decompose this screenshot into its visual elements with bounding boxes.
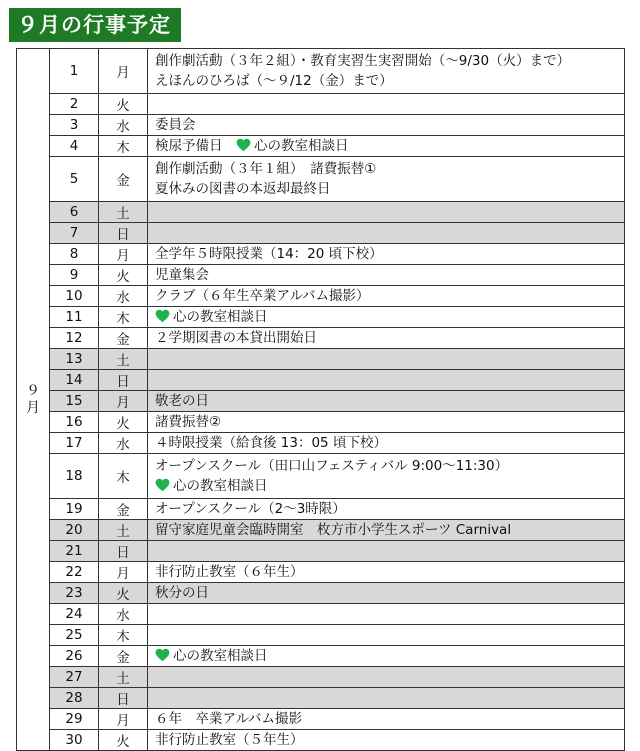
- day-cell: 7: [50, 223, 99, 244]
- heart-icon: [155, 648, 170, 662]
- event-text: ２学期図書の本貸出開始日: [155, 330, 317, 346]
- weekday-cell: 日: [99, 541, 148, 562]
- schedule-row: [17, 49, 625, 94]
- weekday-cell: 水: [99, 286, 148, 307]
- schedule-row: [17, 454, 625, 499]
- schedule-row: [17, 157, 625, 202]
- day-cell: 21: [50, 541, 99, 562]
- event-line: [155, 391, 624, 411]
- schedule-row: [17, 646, 625, 667]
- event-cell: [148, 244, 625, 265]
- event-line: [155, 159, 624, 179]
- day-cell: 15: [50, 391, 99, 412]
- event-line: [155, 646, 624, 666]
- day-cell: 20: [50, 520, 99, 541]
- schedule-row: [17, 223, 625, 244]
- event-line: [155, 583, 624, 603]
- event-line: [155, 328, 624, 348]
- weekday-cell: 火: [99, 265, 148, 286]
- weekday-cell: 木: [99, 307, 148, 328]
- event-text: 創作劇活動（３年２組）・教育実習生実習開始（～9/30（火）まで）: [155, 53, 571, 69]
- weekday-cell: 火: [99, 412, 148, 433]
- day-cell: 17: [50, 433, 99, 454]
- schedule-row: [17, 730, 625, 751]
- weekday-cell: 金: [99, 499, 148, 520]
- weekday-cell: 水: [99, 604, 148, 625]
- schedule-row: [17, 604, 625, 625]
- event-text: 創作劇活動（３年１組） 諸費振替①: [155, 161, 377, 177]
- day-cell: 14: [50, 370, 99, 391]
- event-cell: [148, 370, 625, 391]
- day-cell: 10: [50, 286, 99, 307]
- event-cell: [148, 391, 625, 412]
- event-line: [155, 179, 624, 199]
- heart-icon: [155, 309, 170, 323]
- weekday-cell: 月: [99, 562, 148, 583]
- day-cell: 3: [50, 115, 99, 136]
- day-cell: 28: [50, 688, 99, 709]
- schedule-row: [17, 688, 625, 709]
- event-cell: [148, 646, 625, 667]
- event-cell: [148, 412, 625, 433]
- event-cell: [148, 520, 625, 541]
- event-cell: [148, 265, 625, 286]
- day-cell: 9: [50, 265, 99, 286]
- weekday-cell: 日: [99, 370, 148, 391]
- weekday-cell: 火: [99, 94, 148, 115]
- event-line: [155, 562, 624, 582]
- event-text: クラブ（６年生卒業アルバム撮影）: [155, 288, 370, 304]
- day-cell: 26: [50, 646, 99, 667]
- event-text: ４時限授業（給食後 13：05 頃下校）: [155, 435, 387, 451]
- event-line: [155, 265, 624, 285]
- event-line: [155, 286, 624, 306]
- day-cell: 23: [50, 583, 99, 604]
- event-cell: [148, 604, 625, 625]
- event-line: [155, 136, 624, 156]
- weekday-cell: 月: [99, 244, 148, 265]
- event-text: 秋分の日: [155, 585, 209, 601]
- event-text: 全学年５時限授業（14：20 頃下校）: [155, 246, 383, 262]
- weekday-cell: 月: [99, 391, 148, 412]
- weekday-cell: 火: [99, 730, 148, 751]
- schedule-row: [17, 136, 625, 157]
- day-cell: 22: [50, 562, 99, 583]
- event-text: えほんのひろば（～９/12（金）まで）: [155, 73, 393, 89]
- event-cell: [148, 136, 625, 157]
- event-line: [155, 476, 624, 496]
- event-line: [155, 730, 624, 750]
- weekday-cell: 木: [99, 625, 148, 646]
- schedule-row: [17, 520, 625, 541]
- event-cell: [148, 223, 625, 244]
- event-cell: [148, 328, 625, 349]
- schedule-row: [17, 667, 625, 688]
- schedule-row: [17, 583, 625, 604]
- day-cell: 19: [50, 499, 99, 520]
- weekday-cell: 木: [99, 454, 148, 499]
- day-cell: 8: [50, 244, 99, 265]
- event-line: [155, 709, 624, 729]
- day-cell: 13: [50, 349, 99, 370]
- schedule-row: [17, 541, 625, 562]
- event-line: [155, 115, 624, 135]
- event-text: 委員会: [155, 117, 196, 133]
- weekday-cell: 土: [99, 520, 148, 541]
- day-cell: 25: [50, 625, 99, 646]
- day-cell: 5: [50, 157, 99, 202]
- day-cell: 2: [50, 94, 99, 115]
- event-cell: [148, 115, 625, 136]
- weekday-cell: 日: [99, 688, 148, 709]
- weekday-cell: 火: [99, 583, 148, 604]
- event-text: 児童集会: [155, 267, 209, 283]
- event-cell: [148, 667, 625, 688]
- event-cell: [148, 454, 625, 499]
- event-cell: [148, 433, 625, 454]
- schedule-row: [17, 286, 625, 307]
- event-line: [155, 520, 624, 540]
- weekday-cell: 土: [99, 667, 148, 688]
- day-cell: 4: [50, 136, 99, 157]
- weekday-cell: 木: [99, 136, 148, 157]
- event-cell: [148, 49, 625, 94]
- schedule-row: [17, 244, 625, 265]
- event-text: ６年 卒業アルバム撮影: [155, 711, 303, 727]
- weekday-cell: 水: [99, 115, 148, 136]
- event-text: 非行防止教室（６年生）: [155, 564, 304, 580]
- schedule-row: [17, 562, 625, 583]
- event-cell: [148, 202, 625, 223]
- weekday-cell: 土: [99, 202, 148, 223]
- schedule-row: [17, 433, 625, 454]
- schedule-row: [17, 94, 625, 115]
- event-cell: [148, 730, 625, 751]
- event-text: 諸費振替②: [155, 414, 222, 430]
- event-cell: [148, 499, 625, 520]
- weekday-cell: 金: [99, 157, 148, 202]
- event-line: [155, 244, 624, 264]
- event-cell: [148, 286, 625, 307]
- counseling-day-text: 心の教室相談日: [254, 138, 349, 154]
- weekday-cell: 月: [99, 709, 148, 730]
- event-text: 検尿予備日: [155, 138, 223, 154]
- event-line: [155, 307, 624, 327]
- schedule-row: [17, 625, 625, 646]
- day-cell: 6: [50, 202, 99, 223]
- heart-icon: [236, 138, 251, 152]
- event-line: [155, 71, 624, 91]
- event-text: オープンスクール（2～3時限）: [155, 501, 346, 517]
- day-cell: 11: [50, 307, 99, 328]
- event-line: [155, 412, 624, 432]
- schedule-body: [17, 49, 625, 751]
- event-cell: [148, 157, 625, 202]
- day-cell: 16: [50, 412, 99, 433]
- schedule-row: [17, 202, 625, 223]
- schedule-row: [17, 499, 625, 520]
- schedule-row: [17, 412, 625, 433]
- event-line: [155, 51, 624, 71]
- event-cell: [148, 562, 625, 583]
- event-line: [155, 456, 624, 476]
- month-label-char: ９: [26, 382, 40, 399]
- event-cell: [148, 94, 625, 115]
- month-label-char: 月: [26, 399, 40, 416]
- event-cell: [148, 307, 625, 328]
- event-text: 夏休みの図書の本返却最終日: [155, 181, 331, 197]
- day-cell: 1: [50, 49, 99, 94]
- schedule-row: [17, 709, 625, 730]
- day-cell: 12: [50, 328, 99, 349]
- weekday-cell: 日: [99, 223, 148, 244]
- day-cell: 29: [50, 709, 99, 730]
- page-title: ９月の行事予定: [9, 8, 181, 42]
- weekday-cell: 土: [99, 349, 148, 370]
- event-cell: [148, 625, 625, 646]
- schedule-row: [17, 265, 625, 286]
- event-text: 敬老の日: [155, 393, 209, 409]
- event-text: オープンスクール（田口山フェスティバル 9:00～11:30）: [155, 458, 509, 474]
- counseling-day-text: 心の教室相談日: [173, 478, 268, 494]
- weekday-cell: 水: [99, 433, 148, 454]
- schedule-row: [17, 349, 625, 370]
- schedule-row: [17, 115, 625, 136]
- event-text: 留守家庭児童会臨時開室 枚方市小学生スポーツ Carnival: [155, 522, 512, 538]
- day-cell: 24: [50, 604, 99, 625]
- schedule-row: [17, 307, 625, 328]
- event-cell: [148, 688, 625, 709]
- weekday-cell: 金: [99, 328, 148, 349]
- month-cell: [17, 49, 50, 751]
- event-text: 非行防止教室（５年生）: [155, 732, 304, 748]
- event-cell: [148, 349, 625, 370]
- counseling-day-text: 心の教室相談日: [173, 648, 268, 664]
- schedule-row: [17, 370, 625, 391]
- event-line: [155, 433, 624, 453]
- event-cell: [148, 583, 625, 604]
- event-cell: [148, 709, 625, 730]
- counseling-day-text: 心の教室相談日: [173, 309, 268, 325]
- weekday-cell: 金: [99, 646, 148, 667]
- event-cell: [148, 541, 625, 562]
- day-cell: 30: [50, 730, 99, 751]
- schedule-row: [17, 328, 625, 349]
- schedule-table: [16, 48, 625, 751]
- heart-icon: [155, 478, 170, 492]
- day-cell: 18: [50, 454, 99, 499]
- day-cell: 27: [50, 667, 99, 688]
- event-line: [155, 499, 624, 519]
- weekday-cell: 月: [99, 49, 148, 94]
- schedule-row: [17, 391, 625, 412]
